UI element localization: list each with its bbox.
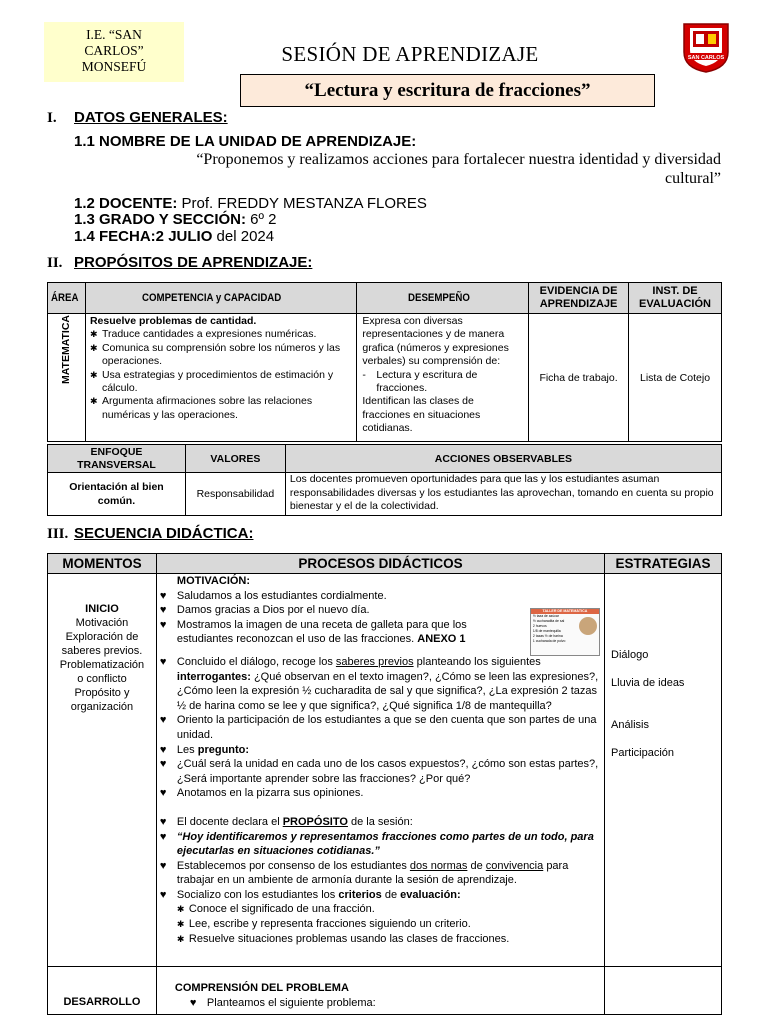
process-item: ♥ Planteamos el siguiente problema: [189, 997, 376, 1009]
process-item: ♥ Damos gracias a Dios por el nuevo día. [159, 604, 370, 617]
session-topic: “Lectura y escritura de fracciones” [240, 74, 655, 107]
date-row [74, 228, 274, 245]
motivacion-title: MOTIVACIÓN: [176, 575, 251, 587]
area-cell [48, 314, 86, 442]
school-line: I.E. “SAN [86, 27, 142, 42]
inicio-cell [48, 574, 157, 967]
page-title: SESIÓN DE APRENDIZAJE [281, 42, 539, 66]
section-3-heading: III. SECUENCIA DIDÁCTICA: [47, 525, 254, 542]
strategy-item: Análisis [611, 719, 649, 731]
purposes-table [47, 282, 722, 442]
annex-line: 1 cucharada de polvo [532, 639, 566, 643]
desempeno-cell [357, 314, 529, 442]
evidencia-cell: Ficha de trabajo. [529, 314, 629, 442]
header-competencia: COMPETENCIA y CAPACIDAD [85, 283, 356, 314]
section-1-heading: I. DATOS GENERALES: [47, 109, 228, 126]
header-enfoque: ENFOQUE TRANSVERSAL [48, 445, 186, 473]
inicio-process-cell [156, 574, 604, 967]
process-item: ♥ Establecemos por consenso de los estudiantes dos normas de convivencia para trabajar en un ambiente de armonía durante la sesión de aprendizaje. [159, 859, 569, 887]
desempeno-text: Identifican las clases de fracciones en situaciones cotidianas. [362, 395, 481, 435]
school-line: MONSEFÚ [81, 59, 147, 74]
teacher-value: Prof. FREDDY MESTANZA FLORES [181, 195, 427, 212]
criterio-item: ✱ Lee, escribe y representa fracciones siguiendo un criterio. [176, 918, 471, 931]
process-item: ♥ Socializo con los estudiantes los criterios de evaluación: [159, 888, 461, 901]
instrumento-cell: Lista de Cotejo [629, 314, 722, 442]
desarrollo-subtitle: COMPRENSIÓN DEL PROBLEMA [174, 982, 349, 994]
competencia-title: Resuelve problemas de cantidad. [89, 315, 257, 327]
date-value: del 2024 [216, 228, 275, 245]
capacidad-item: ✱ Traduce cantidades a expresiones numéricas. [89, 328, 317, 341]
enfoque-table [47, 444, 722, 516]
header-area: ÁREA [48, 283, 86, 314]
desarrollo-cell: DESARROLLO [48, 967, 157, 1015]
inicio-item: saberes previos. [61, 645, 143, 657]
inicio-item: Motivación [75, 617, 129, 629]
annex-line: 1/8 de mantequilla [532, 629, 561, 633]
capacidad-item: ✱ Comunica su comprensión sobre los números y las operaciones. [89, 341, 341, 368]
process-item: ♥ El docente declara el PROPÓSITO de la sesión: [159, 815, 413, 828]
process-item: ♥ Concluido el diálogo, recoge los saberes previos planteando los siguientes interrogantes: ¿Qué observan en el texto imagen?, ¿Cómo se leen las expresiones?, ¿Cómo leen la expresión ½ cucharadita de sal y que significa?, ¿La expresión 2 tazas ½ de harina como se lee y que significa?, ¿Qué significa 1/8 de mantequilla? [159, 655, 599, 712]
desarrollo-strategies-cell [605, 967, 722, 1015]
process-item: ♥ Mostramos la imagen de una receta de galleta para que los estudiantes reconozcan el uso de las fracciones. ANEXO 1 [159, 618, 467, 646]
svg-text:SAN CARLOS: SAN CARLOS [687, 55, 725, 61]
unit-title-line1: “Proponemos y realizamos acciones para fortalecer nuestra identidad y diversidad [196, 151, 721, 168]
inicio-item: Propósito y [74, 687, 130, 699]
header-instrumento: INST. DE EVALUACIÓN [629, 283, 722, 314]
competencia-cell [85, 314, 356, 442]
header-momentos: MOMENTOS [48, 554, 157, 574]
criterio-item: ✱ Conoce el significado de una fracción. [176, 903, 375, 916]
acciones-cell: Los docentes promueven oportunidades para que las y los estudiantes asuman responsabilidades diversas y los estudiantes las aprovechan, tomando en cuenta su propio bienestar y el de la colectividad. [285, 473, 721, 516]
area-label: MATEMATICA [60, 314, 73, 384]
grade-value: 6º 2 [250, 211, 277, 228]
process-item: ♥ Anotamos en la pizarra sus opiniones. [159, 787, 364, 800]
desempeno-item: - Lectura y escritura de fracciones. [362, 368, 478, 395]
school-line: CARLOS” [84, 43, 144, 58]
unit-title-line2: cultural” [665, 170, 721, 187]
section-2-heading: II. PROPÓSITOS DE APRENDIZAJE: [47, 254, 313, 271]
header-procesos: PROCESOS DIDÁCTICOS [156, 554, 604, 574]
process-item: ♥ ¿Cuál será la unidad en cada uno de los casos expuestos?, ¿cómo son estas partes?, ¿Será importante aprender sobre las fracciones? ¿Por qué? [159, 758, 599, 785]
strategy-item: Participación [611, 747, 675, 759]
annex-image [530, 608, 600, 656]
capacidad-item: ✱ Usa estrategias y procedimientos de estimación y cálculo. [89, 368, 334, 395]
capacidad-item: ✱ Argumenta afirmaciones sobre las relaciones numéricas y las operaciones. [89, 395, 313, 421]
didactic-sequence-table [47, 553, 722, 1015]
header-estrategias: ESTRATEGIAS [605, 554, 722, 574]
desarrollo-process-cell [156, 967, 604, 1015]
enfoque-cell: Orientación al bien común. [48, 473, 186, 516]
teacher-row [74, 195, 427, 212]
proposito-item: ♥ “Hoy identificaremos y representamos fracciones como partes de un todo, para ejecutarlas en situaciones cotidianas.” [159, 830, 594, 858]
grade-row [74, 211, 277, 228]
annex-title: TALLER DE MATEMÁTICA [531, 609, 599, 614]
process-item: ♥ Les pregunto: [159, 743, 250, 756]
inicio-strategies-cell [605, 574, 722, 967]
inicio-item: Problematización [59, 659, 145, 671]
process-item: ♥ Saludamos a los estudiantes cordialmente. [159, 589, 387, 602]
annex-line: ½ cucharadita de sal [532, 619, 565, 623]
header-acciones: ACCIONES OBSERVABLES [285, 445, 721, 473]
valor-cell: Responsabilidad [185, 473, 285, 516]
grade-label: 1.3 GRADO Y SECCIÓN: [74, 211, 246, 228]
annex-line: 2 tazas ½ de harina [532, 634, 563, 638]
desempeno-text: Expresa con diversas representaciones y de manera grafica (números y expresiones verbales) su comprensión de: [362, 315, 509, 368]
strategy-item: Lluvia de ideas [611, 677, 685, 689]
cookie-icon [579, 617, 597, 635]
process-item: ♥ Oriento la participación de los estudiantes a que se den cuenta que son partes de una unidad. [159, 714, 597, 741]
unit-label: 1.1 NOMBRE DE LA UNIDAD DE APRENDIZAJE: [74, 133, 417, 150]
inicio-item: Exploración de [65, 631, 139, 643]
inicio-item: o conflicto [77, 673, 127, 685]
annex-line: 2 huevos [532, 624, 547, 628]
teacher-label: 1.2 DOCENTE: [74, 195, 178, 212]
criterio-item: ✱ Resuelve situaciones problemas usando las clases de fracciones. [176, 932, 510, 945]
header-valores: VALORES [185, 445, 285, 473]
school-logo [682, 22, 730, 74]
inicio-title: INICIO [85, 603, 119, 615]
header-desempeno: DESEMPEÑO [357, 283, 529, 314]
school-name-box [44, 22, 184, 82]
header-evidencia: EVIDENCIA DE APRENDIZAJE [529, 283, 629, 314]
date-label: 1.4 FECHA:2 JULIO [74, 228, 213, 245]
annex-line: ½ taza de azúcar [532, 614, 559, 618]
strategy-item: Diálogo [611, 649, 649, 661]
inicio-item: organización [70, 701, 134, 713]
